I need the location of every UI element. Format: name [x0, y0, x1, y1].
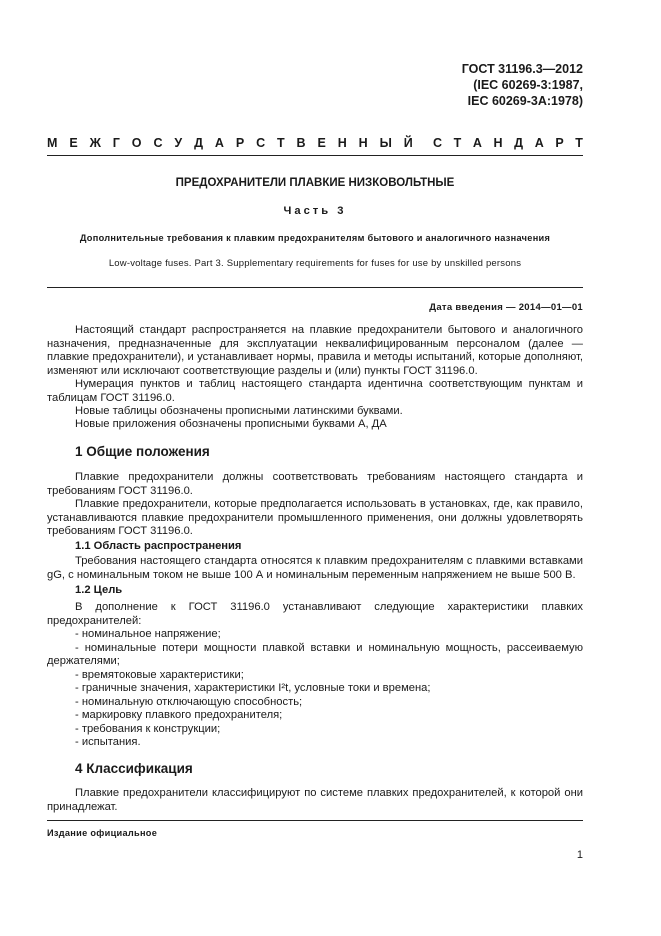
effective-date: Дата введения — 2014—01—01	[429, 302, 583, 313]
document-title: ПРЕДОХРАНИТЕЛИ ПЛАВКИЕ НИЗКОВОЛЬТНЫЕ	[175, 177, 455, 189]
intro-paragraph-4: Новые приложения обозначены прописными буквами А, ДА	[75, 418, 387, 430]
standard-code-line3: IEC 60269-3A:1978)	[467, 94, 583, 108]
intro-paragraph-1: Настоящий стандарт распространяется на плавкие предохранители бытового и аналогичного назначения, предназначенные для эксплуатации неквалифицированным персоналом (далее — плавкие предохранители), и устанавливает нормы, правила и методы испытаний, которые дополняют, изменяют или исключают соответствующие разделы и (или) пункты ГОСТ 31196.0.	[47, 324, 583, 377]
page-number: 1	[576, 849, 583, 861]
document-part: Часть 3	[283, 205, 347, 217]
section-1-paragraph-1: Плавкие предохранители должны соответствовать требованиям настоящего стандарта и требованиям ГОСТ 31196.0.	[47, 471, 583, 497]
header-divider	[47, 155, 583, 156]
banner-word-standard: С Т А Н Д А Р Т	[433, 136, 583, 150]
standard-code	[462, 61, 583, 109]
list-item: - номинальное напряжение;	[75, 628, 221, 640]
list-item: - требования к конструкции;	[75, 722, 221, 735]
document-subtitle: Дополнительные требования к плавким предохранителям бытового и аналогичного назначения	[79, 233, 551, 243]
characteristics-list	[47, 628, 583, 750]
list-item: - маркировку плавкого предохранителя;	[75, 709, 283, 721]
english-title: Low-voltage fuses. Part 3. Supplementary requirements for fuses for use by unskilled persons	[108, 258, 522, 269]
standard-code-line1: ГОСТ 31196.3—2012	[461, 62, 583, 76]
subsection-1-1-text: Требования настоящего стандарта относятся к плавким предохранителям с плавкими вставками gG, с номинальным током не выше 100 А и номинальным переменным напряжением не выше 500 В.	[47, 555, 583, 581]
subsection-1-1-heading: 1.1 Область распространения	[75, 540, 242, 552]
list-item: - испытания.	[75, 736, 141, 748]
list-item: - номинальную отключающую способность;	[75, 695, 303, 708]
footer-divider	[47, 820, 583, 821]
section-1-paragraph-2: Плавкие предохранители, которые предполагается использовать в установках, где, как правило, устанавливаются плавкие предохранители промышленного применения, они должны удовлетворять требованиям ГОСТ 31196.0.	[47, 498, 583, 537]
list-item: - номинальные потери мощности плавкой вставки и номинальную мощность, рассеиваемую держателями;	[47, 641, 583, 667]
section-1-heading: 1 Общие положения	[75, 444, 210, 459]
intro-paragraph-2: Нумерация пунктов и таблиц настоящего стандарта идентична соответствующим пунктам и таблицам ГОСТ 31196.0.	[47, 378, 583, 404]
standard-code-line2: (IEC 60269-3:1987,	[473, 78, 583, 92]
subsection-1-2-text: В дополнение к ГОСТ 31196.0 устанавливают следующие характеристики плавких предохранителей:	[47, 601, 583, 627]
interstate-standard-banner	[47, 136, 583, 150]
section-4-paragraph-1: Плавкие предохранители классифицируют по системе плавких предохранителей, к которой они принадлежат.	[47, 787, 583, 813]
intro-paragraph-3: Новые таблицы обозначены прописными латинскими буквами.	[75, 405, 403, 417]
banner-word-interstate: М Е Ж Г О С У Д А Р С Т В Е Н Н Ы Й	[47, 136, 413, 150]
section-4-heading: 4 Классификация	[75, 761, 193, 776]
title-divider	[47, 287, 583, 288]
subsection-1-2-heading: 1.2 Цель	[75, 584, 123, 596]
list-item: - граничные значения, характеристики I²t, условные токи и времена;	[75, 682, 431, 694]
list-item: - времятоковые характеристики;	[75, 668, 244, 681]
official-edition-label: Издание официальное	[47, 828, 158, 838]
